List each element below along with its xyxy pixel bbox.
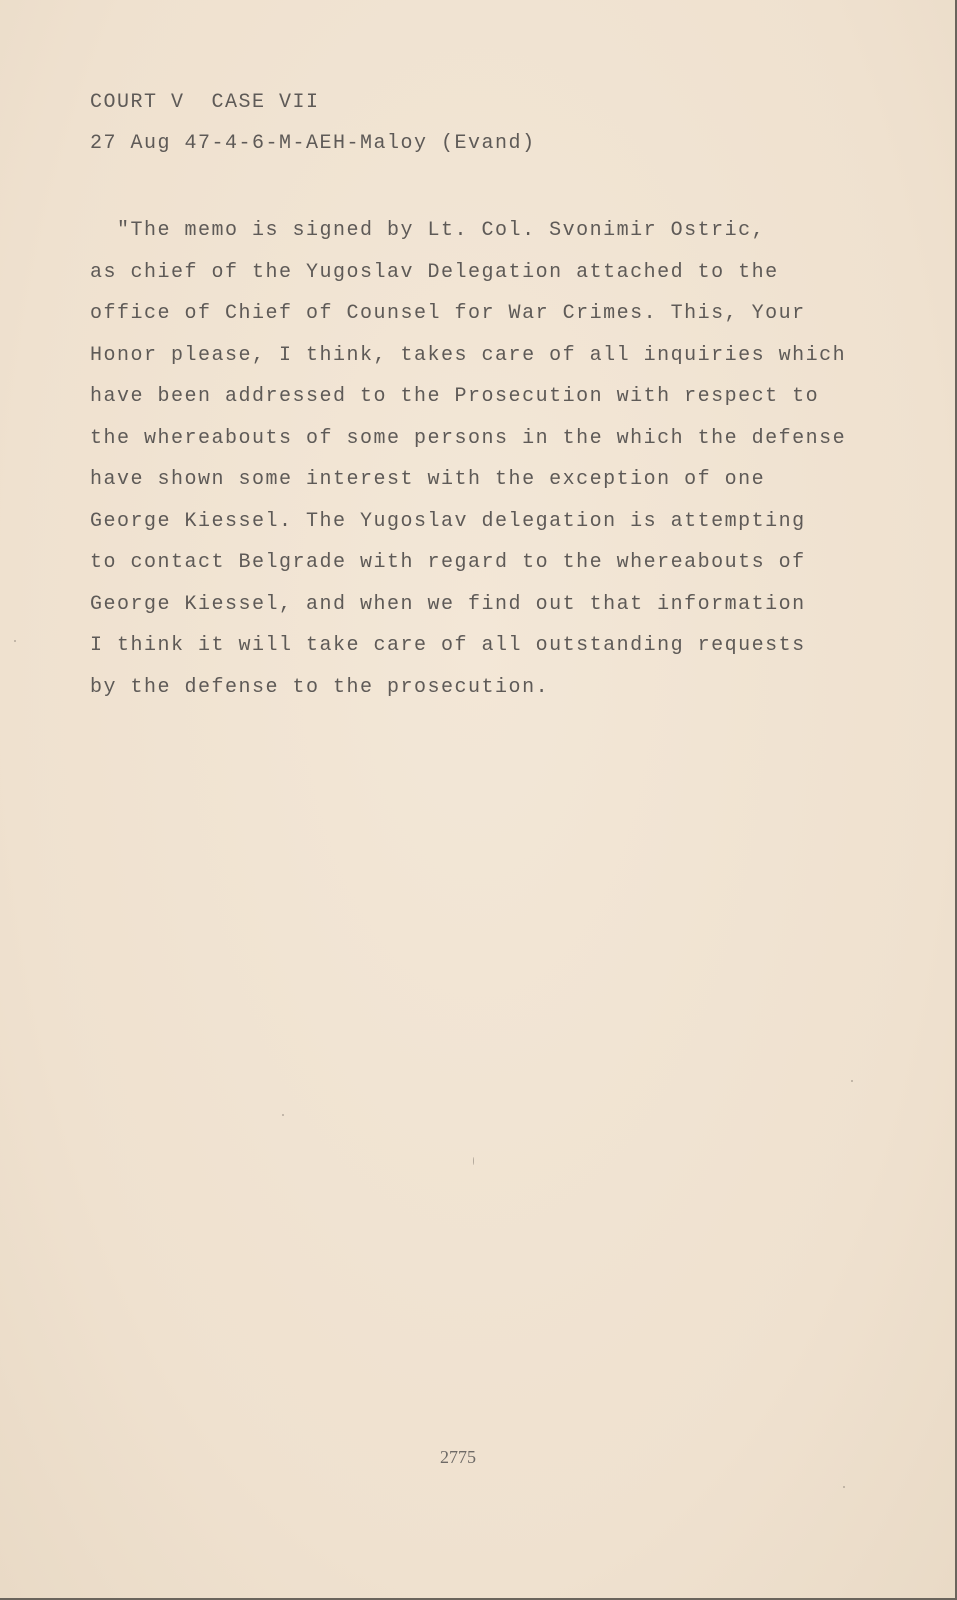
transcript-line: have shown some interest with the exception of one (90, 468, 766, 491)
page-number: 2775 (440, 1447, 476, 1467)
transcript-line: I think it will take care of all outstanding requests (90, 634, 806, 657)
transcript-line: the whereabouts of some persons in the which the defense (90, 426, 847, 450)
paper-speck (282, 1114, 284, 1116)
court-case-heading: COURT V CASE VII (90, 91, 320, 114)
paper-speck (851, 1080, 853, 1082)
transcript-line: have been addressed to the Prosecution with respect to (90, 385, 820, 408)
transcript-line: George Kiessel. The Yugoslav delegation is attempting (90, 509, 806, 533)
transcript-line: "The memo is signed by Lt. Col. Svonimir Ostric, (90, 219, 766, 242)
transcript-line: Honor please, I think, takes care of all inquiries which (90, 343, 847, 367)
transcript-line: to contact Belgrade with regard to the whereabouts of (90, 551, 806, 574)
transcript-line: as chief of the Yugoslav Delegation attached to the (90, 260, 779, 284)
paper-speck (843, 1486, 845, 1488)
paper-speck (14, 640, 16, 642)
session-reference-line: 27 Aug 47-4-6-M-AEH-Maloy (Evand) (90, 132, 536, 155)
transcript-line: office of Chief of Counsel for War Crimes. This, Your (90, 302, 806, 325)
paper-speck (473, 1157, 474, 1165)
transcript-line: George Kiessel, and when we find out that information (90, 592, 806, 616)
transcript-line: by the defense to the prosecution. (90, 675, 550, 699)
transcript-paragraph (90, 210, 847, 708)
